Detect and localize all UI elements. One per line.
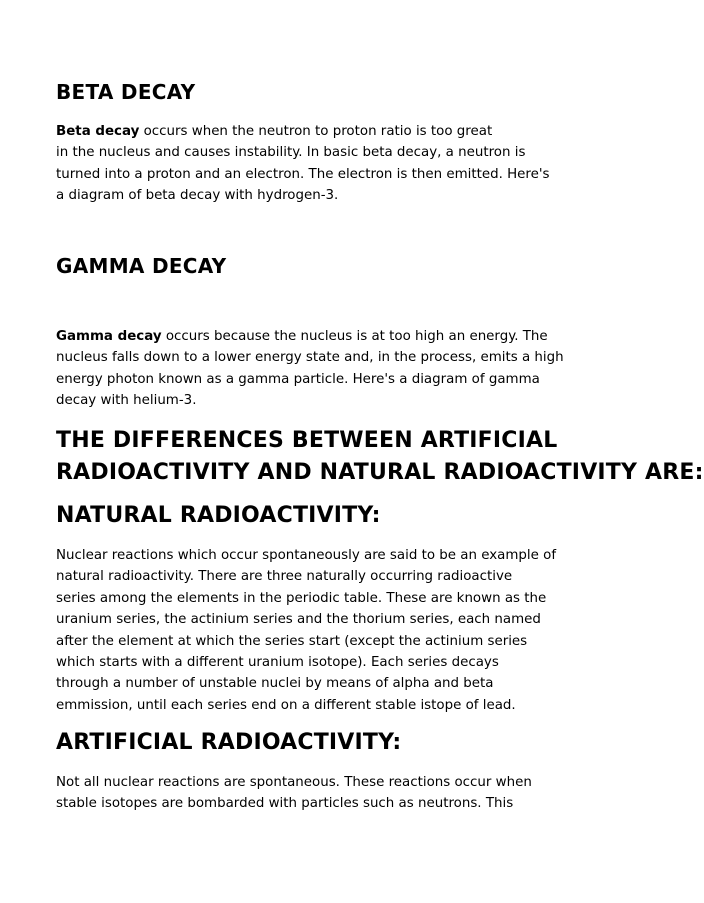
differences-heading-line-2: RADIOACTIVITY AND NATURAL RADIOACTIVITY ARE: — [56, 460, 704, 485]
gamma-decay-heading: GAMMA DECAY — [56, 254, 227, 278]
paragraph-line: through a number of unstable nuclei by means of alpha and beta — [56, 676, 494, 692]
paragraph-line: a diagram of beta decay with hydrogen-3. — [56, 188, 339, 204]
paragraph-line: Beta decay occurs when the neutron to proton ratio is too great — [56, 124, 493, 139]
artificial-radioactivity-heading: ARTIFICIAL RADIOACTIVITY: — [56, 730, 402, 755]
natural-radioactivity-heading: NATURAL RADIOACTIVITY: — [56, 503, 381, 528]
paragraph-line: Nuclear reactions which occur spontaneously are said to be an example of — [56, 548, 557, 563]
paragraph-line: after the element at which the series start (except the actinium series — [56, 633, 528, 649]
gamma-decay-term: Gamma decay — [56, 329, 162, 344]
paragraph-line: Not all nuclear reactions are spontaneous. These reactions occur when — [56, 775, 532, 790]
paragraph-line: series among the elements in the periodic table. These are known as the — [56, 590, 547, 606]
beta-decay-paragraph — [56, 121, 596, 207]
gamma-decay-paragraph — [56, 326, 596, 412]
artificial-radioactivity-paragraph — [56, 772, 596, 815]
paragraph-line: emmission, until each series end on a different stable istope of lead. — [56, 697, 516, 713]
paragraph-line: Gamma decay occurs because the nucleus is at too high an energy. The — [56, 329, 548, 344]
paragraph-line: which starts with a different uranium isotope). Each series decays — [56, 655, 499, 671]
paragraph-line: nucleus falls down to a lower energy state and, in the process, emits a high — [56, 350, 564, 366]
paragraph-line: stable isotopes are bombarded with particles such as neutrons. This — [56, 796, 514, 812]
paragraph-line: decay with helium-3. — [56, 393, 197, 409]
natural-radioactivity-paragraph — [56, 545, 596, 716]
differences-heading-line-1: THE DIFFERENCES BETWEEN ARTIFICIAL — [56, 428, 558, 453]
paragraph-line: uranium series, the actinium series and the thorium series, each named — [56, 612, 541, 628]
beta-decay-term: Beta decay — [56, 124, 140, 139]
paragraph-line: energy photon known as a gamma particle. Here's a diagram of gamma — [56, 371, 540, 387]
paragraph-line: in the nucleus and causes instability. In basic beta decay, a neutron is — [56, 145, 526, 161]
paragraph-line: turned into a proton and an electron. The electron is then emitted. Here's — [56, 166, 550, 182]
paragraph-line: natural radioactivity. There are three naturally occurring radioactive — [56, 569, 513, 585]
beta-decay-heading: BETA DECAY — [56, 80, 196, 104]
